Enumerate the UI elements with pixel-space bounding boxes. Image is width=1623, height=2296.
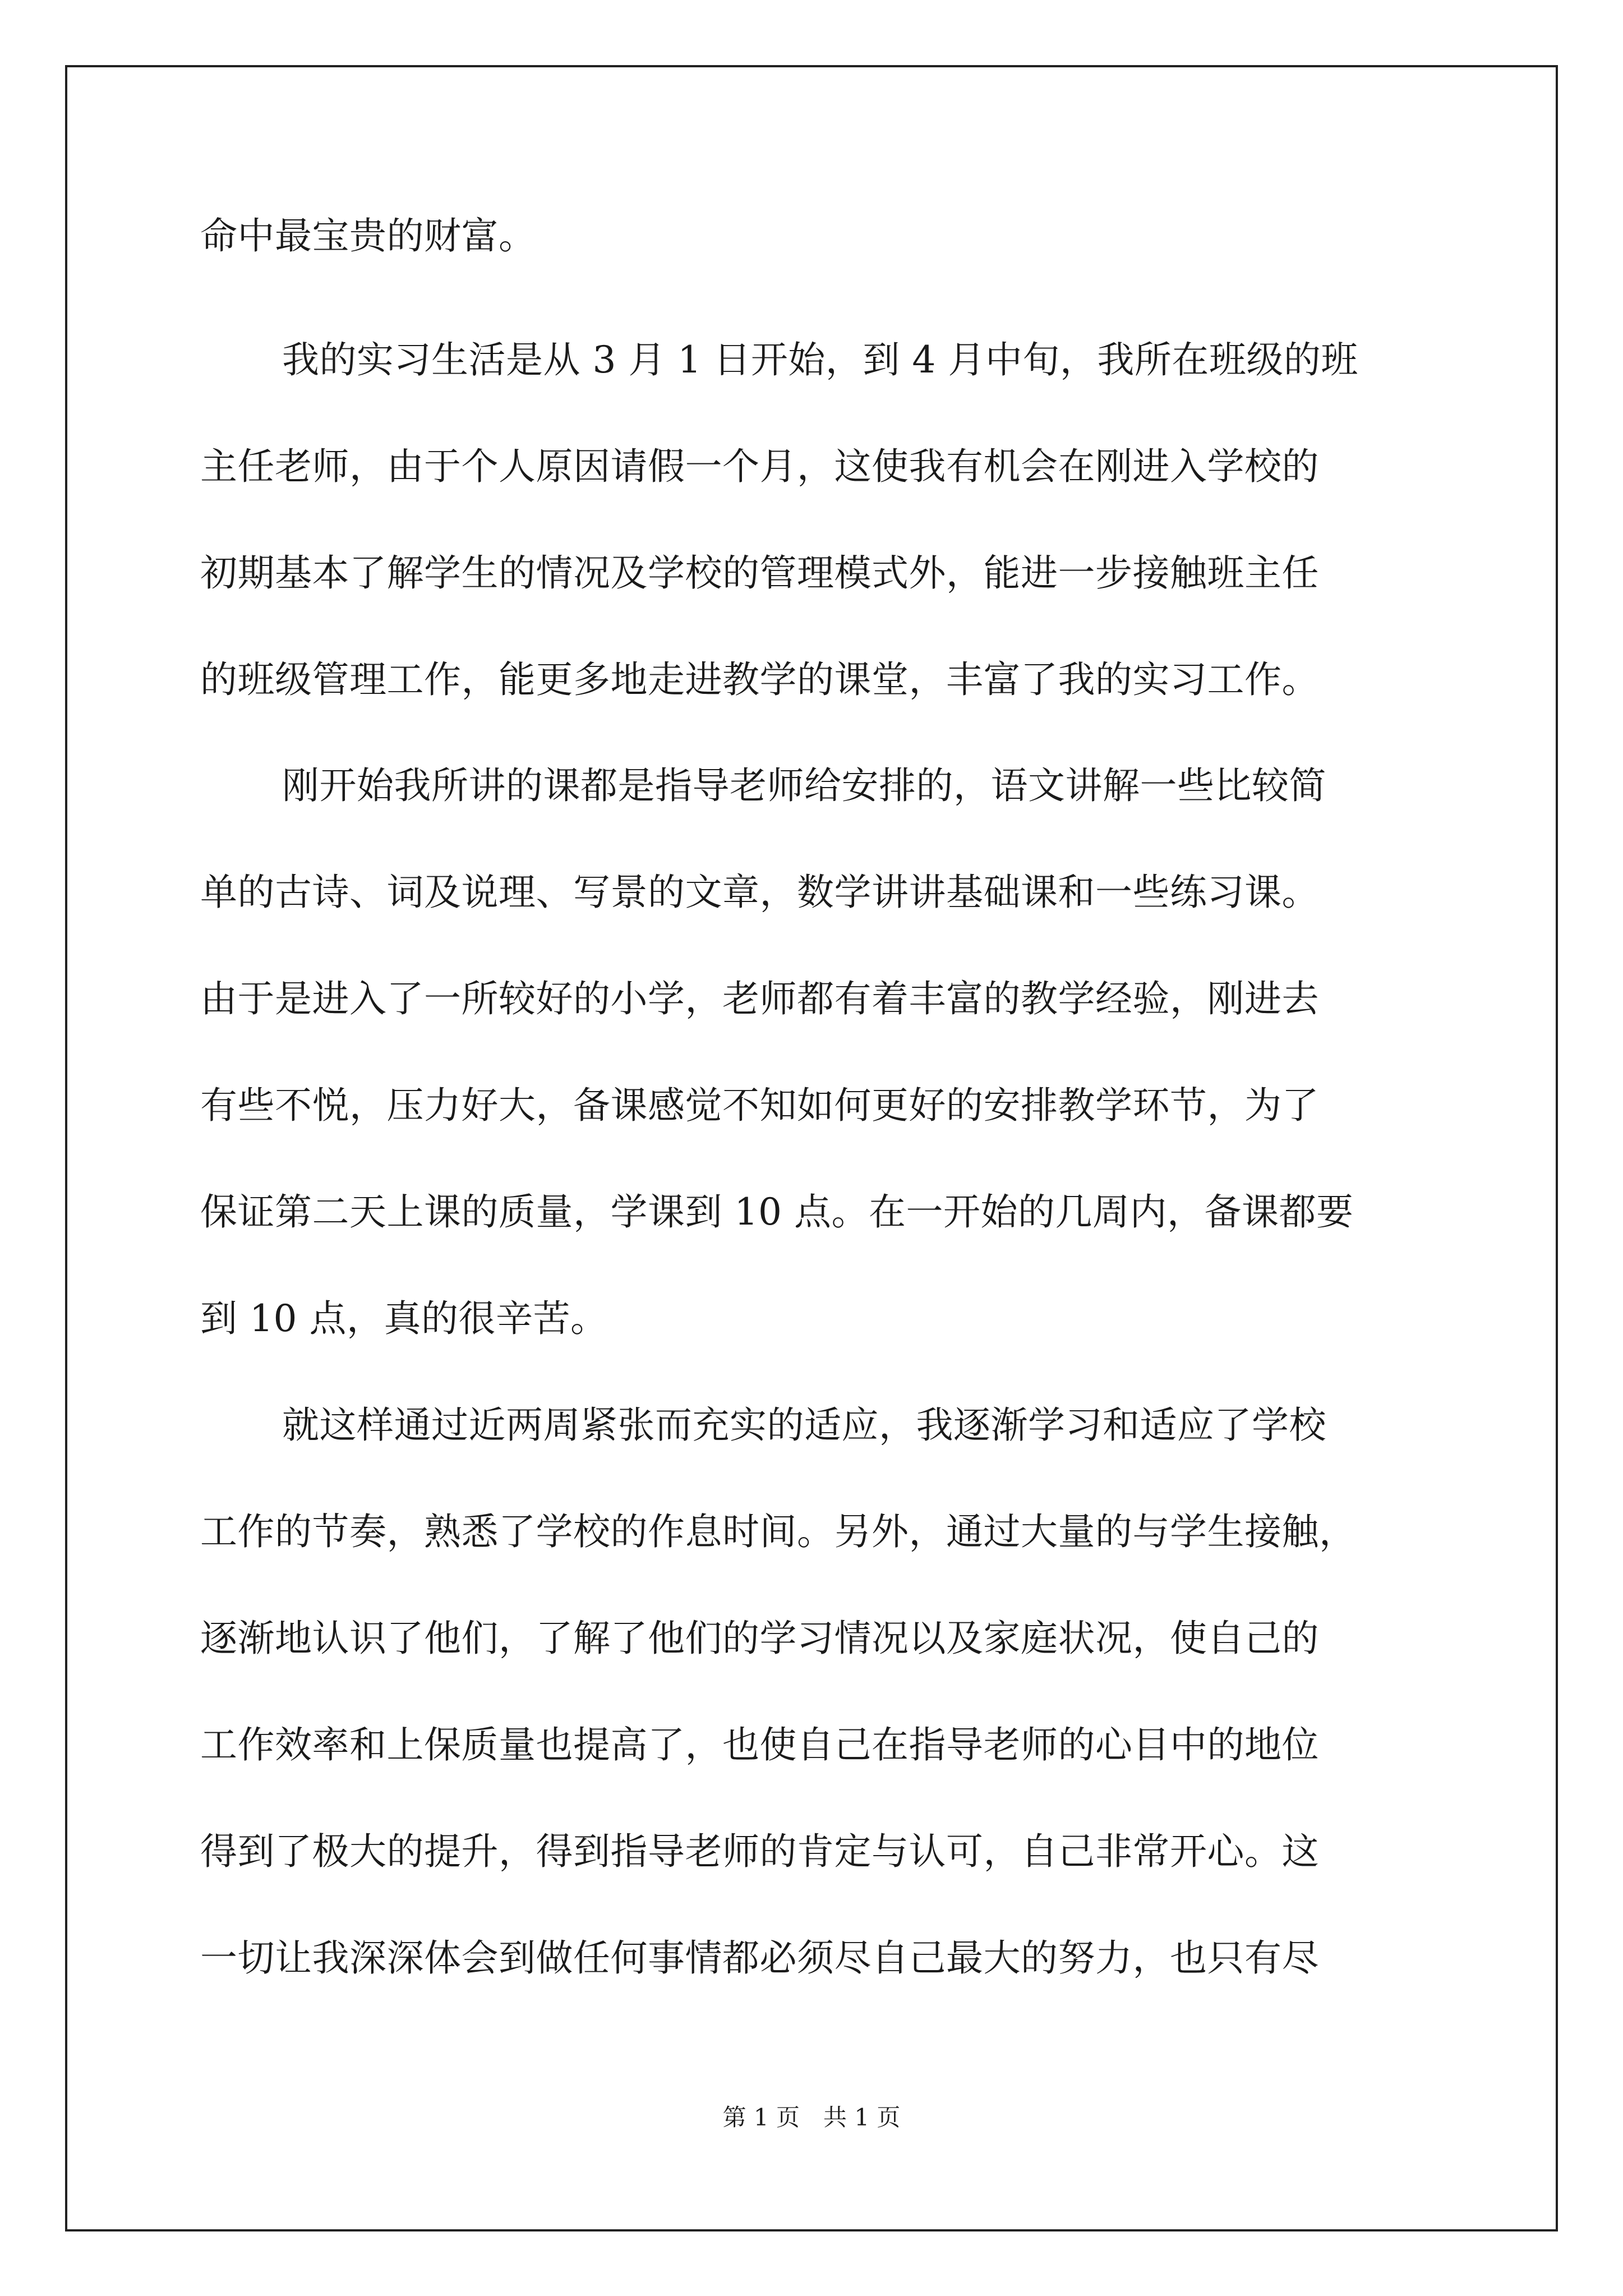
text-line: 工作效率和上保质量也提高了，也使自己在指导老师的心目中的地位 — [200, 1723, 1319, 1766]
text-line: 工作的节奏，熟悉了学校的作息时间。另外，通过大量的与学生接触， — [200, 1510, 1357, 1553]
text-line: 保证第二天上课的质量，学课到 10 点。在一开始的几周内，备课都要 — [200, 1190, 1354, 1234]
text-line: 有些不悦，压力好大，备课感觉不知如何更好的安排教学环节，为了 — [200, 1084, 1319, 1127]
text-line: 一切让我深深体会到做任何事情都必须尽自己最大的努力，也只有尽 — [200, 1936, 1319, 1980]
text-line: 主任老师，由于个人原因请假一个月，这使我有机会在刚进入学校的 — [200, 445, 1319, 488]
text-line: 命中最宝贵的财富。 — [200, 214, 536, 257]
text-line: 由于是进入了一所较好的小学，老师都有着丰富的教学经验，刚进去 — [200, 977, 1319, 1020]
text-line: 单的古诗、词及说理、写景的文章，数学讲讲基础课和一些练习课。 — [200, 871, 1319, 914]
page-footer: 第 1 页 共 1 页 — [722, 2104, 901, 2131]
paragraph-first-line: 刚开始我所讲的课都是指导老师给安排的，语文讲解一些比较简 — [282, 764, 1326, 807]
text-line: 初期基本了解学生的情况及学校的管理模式外，能进一步接触班主任 — [200, 551, 1319, 595]
text-line: 逐渐地认识了他们，了解了他们的学习情况以及家庭状况，使自己的 — [200, 1617, 1319, 1660]
text-line: 到 10 点，真的很辛苦。 — [200, 1297, 608, 1340]
text-line: 得到了极大的提升，得到指导老师的肯定与认可，自己非常开心。这 — [200, 1830, 1319, 1873]
text-line: 的班级管理工作，能更多地走进教学的课堂，丰富了我的实习工作。 — [200, 658, 1319, 701]
page-border — [65, 65, 1558, 2231]
paragraph-first-line: 就这样通过近两周紧张而充实的适应，我逐渐学习和适应了学校 — [282, 1404, 1326, 1447]
paragraph-first-line: 我的实习生活是从 3 月 1 日开始，到 4 月中旬，我所在班级的班 — [282, 338, 1358, 381]
